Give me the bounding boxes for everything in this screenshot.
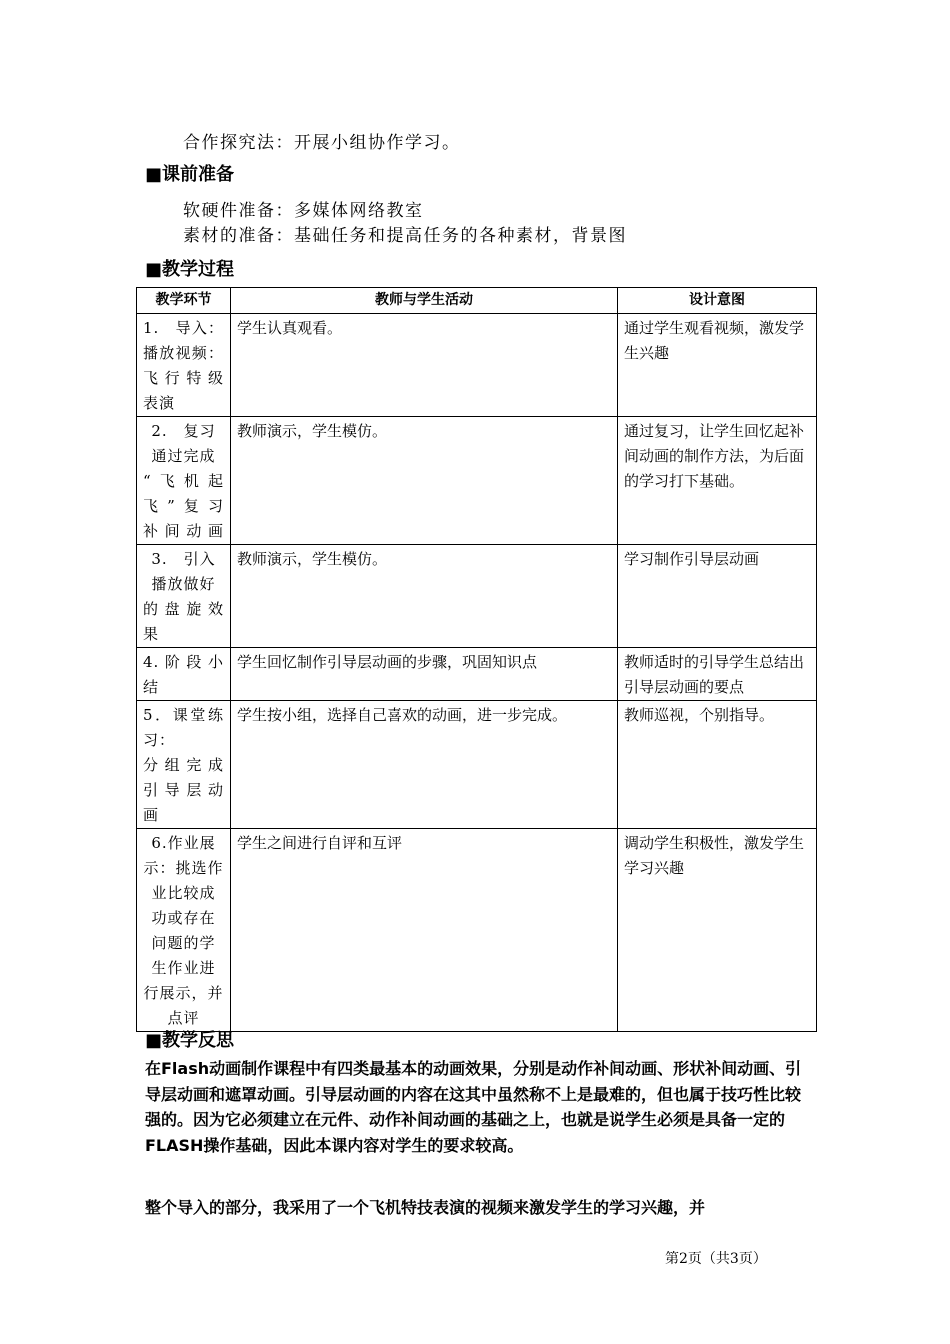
header-intent: 设计意图	[618, 288, 817, 314]
stage-cell	[137, 829, 231, 1032]
stage-cell	[137, 648, 231, 701]
intent-cell: 调动学生积极性，激发学生学习兴趣	[618, 829, 817, 1032]
activity-cell: 学生回忆制作引导层动画的步骤，巩固知识点	[231, 648, 618, 701]
activity-cell: 学生认真观看。	[231, 314, 618, 417]
stage-line: 行展示，并	[143, 984, 224, 1002]
stage-line: 画	[143, 806, 160, 824]
process-heading: ■教学过程	[145, 259, 235, 280]
intent-cell: 学习制作引导层动画	[618, 545, 817, 648]
stage-line: 功或存在	[151, 909, 216, 927]
reflection-paragraph: 整个导入的部分，我采用了一个飞机特技表演的视频来激发学生的学习兴趣，并	[145, 1198, 706, 1217]
stage-line: 的盘旋效	[143, 600, 224, 618]
activity-cell: 学生按小组，选择自己喜欢的动画，进一步完成。	[231, 701, 618, 829]
stage-line: 分组完成	[143, 756, 224, 774]
stage-line: 结	[143, 678, 160, 696]
stage-line: 问题的学	[151, 934, 216, 952]
teaching-process-table	[136, 287, 817, 1032]
intro-line: 合作探究法：开展小组协作学习。	[183, 133, 461, 153]
stage-line: 点评	[167, 1009, 200, 1027]
stage-line: 1. 导入：	[143, 319, 224, 337]
stage-line: 示：挑选作	[143, 859, 224, 877]
header-stage: 教学环节	[137, 288, 231, 314]
stage-cell	[137, 701, 231, 829]
reflection-paragraph: 在Flash动画制作课程中有四类最基本的动画效果，分别是动作补间动画、形状补间动画、引导层动画和遮罩动画。引导层动画的内容在这其中虽然称不上是最难的，但也属于技巧性比较强的。因为它必须建立在元件、动作补间动画的基础之上，也就是说学生必须是具备一定的FLASH操作基础，因此本课内容对学生的要求较高。	[145, 1059, 802, 1155]
stage-line: 飞行特级	[143, 369, 224, 387]
table-row	[137, 545, 817, 648]
stage-line: 5．课堂练	[143, 706, 224, 724]
prep-item-materials: 素材的准备：基础任务和提高任务的各种素材，背景图	[183, 226, 627, 246]
stage-cell	[137, 545, 231, 648]
stage-line: 引导层动	[143, 781, 224, 799]
stage-line: 2. 复习	[151, 422, 216, 440]
page-footer: 第2页（共3页）	[665, 1251, 767, 1267]
stage-line: 飞”复习	[143, 497, 224, 515]
stage-line: 业比较成	[151, 884, 216, 902]
activity-cell: 学生之间进行自评和互评	[231, 829, 618, 1032]
stage-line: 6.作业展	[151, 834, 216, 852]
activity-cell: 教师演示，学生模仿。	[231, 545, 618, 648]
intent-cell: 通过学生观看视频，激发学生兴趣	[618, 314, 817, 417]
stage-cell	[137, 314, 231, 417]
stage-line: 表演	[143, 394, 176, 412]
intent-cell: 教师适时的引导学生总结出引导层动画的要点	[618, 648, 817, 701]
stage-line: 播放做好	[151, 575, 216, 593]
stage-line: 生作业进	[151, 959, 216, 977]
reflection-heading: ■教学反思	[145, 1030, 235, 1051]
table-row	[137, 417, 817, 545]
table-row	[137, 314, 817, 417]
stage-line: 4.阶段小	[143, 653, 224, 671]
stage-line: 通过完成	[151, 447, 216, 465]
intent-cell: 教师巡视，个别指导。	[618, 701, 817, 829]
table-row	[137, 829, 817, 1032]
table-row	[137, 648, 817, 701]
stage-line: 补间动画	[143, 522, 224, 540]
stage-line: 果	[143, 625, 160, 643]
intent-cell: 通过复习，让学生回忆起补间动画的制作方法，为后面的学习打下基础。	[618, 417, 817, 545]
table-row	[137, 701, 817, 829]
stage-line: “飞机起	[143, 472, 224, 490]
prep-heading: ■课前准备	[145, 164, 235, 185]
stage-cell	[137, 417, 231, 545]
activity-cell: 教师演示，学生模仿。	[231, 417, 618, 545]
stage-line: 播放视频：	[143, 344, 224, 362]
stage-line: 习：	[143, 731, 176, 749]
prep-item-software: 软硬件准备：多媒体网络教室	[183, 201, 424, 221]
table-header-row	[137, 288, 817, 314]
stage-line: 3. 引入	[151, 550, 216, 568]
header-activity: 教师与学生活动	[231, 288, 618, 314]
